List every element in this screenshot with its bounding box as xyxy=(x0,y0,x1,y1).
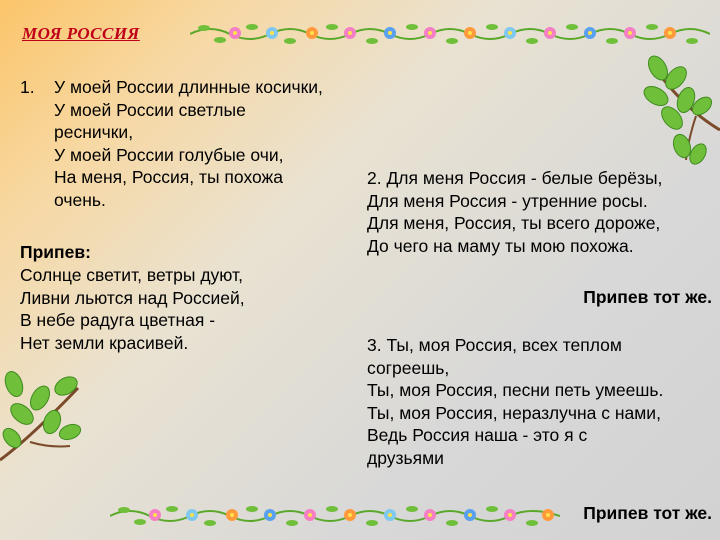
chorus-line: Ливни льются над Россией, xyxy=(20,287,245,308)
verse-1-line: У моей России светлые xyxy=(54,99,246,120)
verse-1-line: очень. xyxy=(54,189,106,210)
chorus-line: Нет земли красивей. xyxy=(20,332,189,353)
verse-3-line: 3. Ты, моя Россия, всех теплом xyxy=(367,335,622,355)
verse-2-refrain: Припев тот же. xyxy=(583,287,712,307)
slide-title: МОЯ РОССИЯ xyxy=(22,24,140,43)
top-flower-garland xyxy=(190,18,710,50)
verse-2-line: Для меня, Россия, ты всего дороже, xyxy=(367,213,661,233)
verse-1 xyxy=(54,76,323,211)
bottom-flower-garland xyxy=(110,500,560,532)
verse-3-line: Ты, моя Россия, песни петь умеешь. xyxy=(367,380,664,400)
chorus-heading: Припев: xyxy=(20,242,91,262)
chorus-line: Солнце светит, ветры дуют, xyxy=(20,265,243,285)
verse-2-line: 2. Для меня Россия - белые берёзы, xyxy=(367,168,663,188)
verse-3-line: согреешь, xyxy=(367,357,450,378)
verse-1-line: реснички, xyxy=(54,122,134,142)
verse-3-refrain: Припев тот же. xyxy=(583,503,712,523)
chorus-line: В небе радуга цветная - xyxy=(20,310,216,330)
verse-3-line: Ведь Россия наша - это я с xyxy=(367,425,588,445)
verse-1-number: 1. xyxy=(20,77,35,97)
verse-1-line: На меня, Россия, ты похожа xyxy=(54,167,283,187)
verse-2-line: Для меня Россия - утренние росы. xyxy=(367,190,648,211)
chorus xyxy=(20,264,245,354)
verse-1-line: У моей России голубые очи, xyxy=(54,144,284,165)
verse-2 xyxy=(367,167,662,257)
top-right-leaf-branch xyxy=(636,50,720,170)
bottom-left-leaf-branch xyxy=(0,368,90,468)
verse-2-line: До чего на маму ты мою похожа. xyxy=(367,235,634,256)
verse-1-line: У моей России длинные косички, xyxy=(54,77,323,97)
verse-3-line: Ты, моя Россия, неразлучна с нами, xyxy=(367,402,661,423)
verse-3-line: друзьями xyxy=(367,447,444,468)
verse-3 xyxy=(367,334,663,469)
